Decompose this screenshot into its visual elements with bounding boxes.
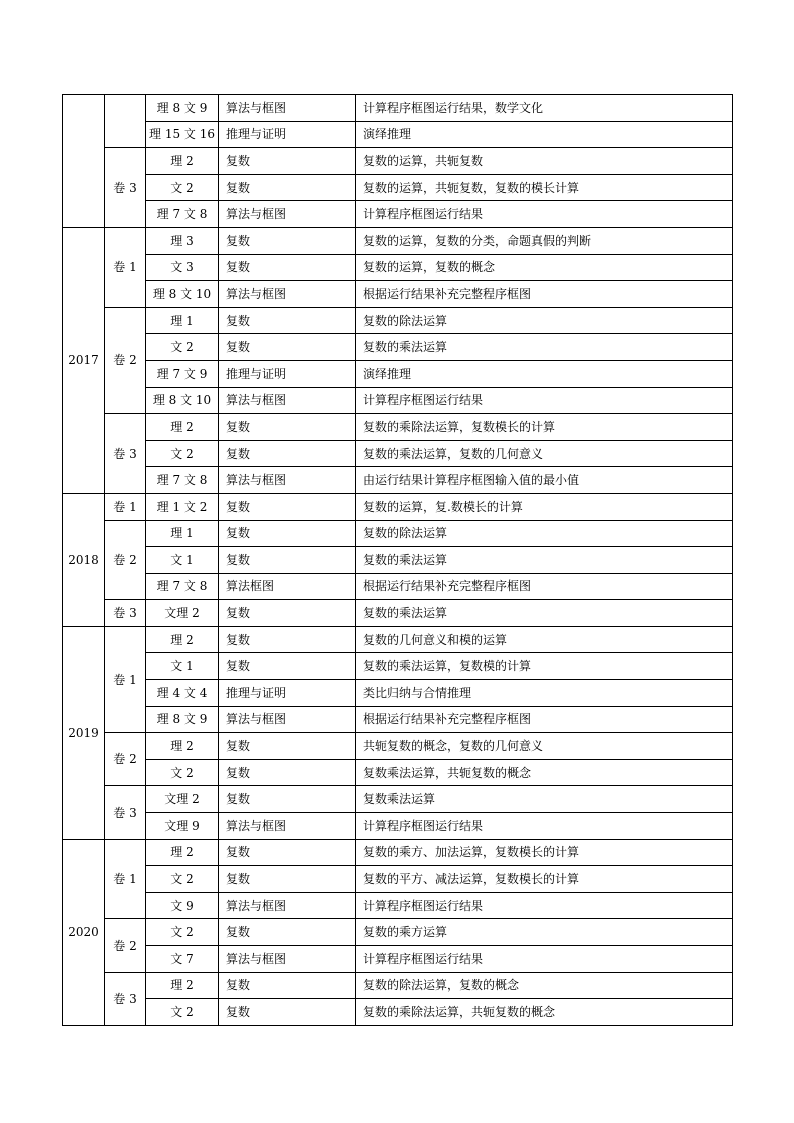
topic-cell: 推理与证明 [219, 680, 356, 707]
table-row [63, 626, 733, 653]
content-cell: 根据运行结果补充完整程序框图 [356, 281, 733, 308]
question-number-cell: 理 8 文 10 [146, 281, 219, 308]
volume-cell: 卷 2 [105, 520, 146, 600]
topic-cell: 复数 [219, 334, 356, 361]
topic-cell: 复数 [219, 493, 356, 520]
topic-cell: 算法与框图 [219, 706, 356, 733]
question-number-cell: 文 2 [146, 174, 219, 201]
content-cell: 演绎推理 [356, 360, 733, 387]
question-number-cell: 文理 2 [146, 786, 219, 813]
content-cell: 复数的乘方运算 [356, 919, 733, 946]
content-cell: 计算程序框图运行结果 [356, 946, 733, 973]
topic-cell: 复数 [219, 839, 356, 866]
topic-cell: 复数 [219, 174, 356, 201]
question-number-cell: 理 1 [146, 520, 219, 547]
topic-cell: 推理与证明 [219, 121, 356, 148]
content-cell: 复数的乘法运算，复数模的计算 [356, 653, 733, 680]
content-cell: 复数的乘法运算 [356, 600, 733, 627]
volume-cell [105, 95, 146, 148]
table-row [63, 148, 733, 175]
year-cell [63, 95, 105, 228]
topic-cell: 推理与证明 [219, 360, 356, 387]
question-number-cell: 文 2 [146, 919, 219, 946]
content-cell: 计算程序框图运行结果 [356, 201, 733, 228]
volume-cell: 卷 2 [105, 919, 146, 972]
content-cell: 复数的除法运算 [356, 307, 733, 334]
table-row [63, 201, 733, 228]
content-cell: 复数乘法运算 [356, 786, 733, 813]
content-cell: 复数的乘方、加法运算，复数模长的计算 [356, 839, 733, 866]
table-row [63, 706, 733, 733]
question-number-cell: 文 2 [146, 866, 219, 893]
content-cell: 由运行结果计算程序框图输入值的最小值 [356, 467, 733, 494]
table-row [63, 733, 733, 760]
content-cell: 复数的运算，共轭复数，复数的模长计算 [356, 174, 733, 201]
volume-cell: 卷 1 [105, 227, 146, 307]
topic-cell: 复数 [219, 972, 356, 999]
question-number-cell: 文 2 [146, 999, 219, 1026]
question-number-cell: 理 3 [146, 227, 219, 254]
topic-cell: 复数 [219, 148, 356, 175]
content-cell: 计算程序框图运行结果，数学文化 [356, 95, 733, 122]
question-number-cell: 理 2 [146, 972, 219, 999]
content-cell: 根据运行结果补充完整程序框图 [356, 573, 733, 600]
topic-cell: 算法框图 [219, 573, 356, 600]
topic-cell: 复数 [219, 866, 356, 893]
topic-cell: 复数 [219, 919, 356, 946]
table-row [63, 839, 733, 866]
table-row [63, 414, 733, 441]
content-cell: 根据运行结果补充完整程序框图 [356, 706, 733, 733]
topic-cell: 算法与框图 [219, 467, 356, 494]
question-number-cell: 文 1 [146, 547, 219, 574]
topic-cell: 复数 [219, 520, 356, 547]
topic-cell: 复数 [219, 227, 356, 254]
content-cell: 复数的运算，共轭复数 [356, 148, 733, 175]
table-row [63, 972, 733, 999]
table-row [63, 254, 733, 281]
volume-cell: 卷 1 [105, 626, 146, 732]
topic-cell: 复数 [219, 999, 356, 1026]
question-number-cell: 理 7 文 8 [146, 201, 219, 228]
question-number-cell: 理 7 文 8 [146, 573, 219, 600]
question-number-cell: 理 15 文 16 [146, 121, 219, 148]
volume-cell: 卷 3 [105, 414, 146, 494]
volume-cell: 卷 2 [105, 307, 146, 413]
question-number-cell: 文 2 [146, 440, 219, 467]
question-number-cell: 理 2 [146, 148, 219, 175]
content-cell: 计算程序框图运行结果 [356, 892, 733, 919]
question-number-cell: 文 2 [146, 334, 219, 361]
volume-cell: 卷 3 [105, 786, 146, 839]
content-cell: 复数的平方、减法运算，复数模长的计算 [356, 866, 733, 893]
question-number-cell: 理 2 [146, 733, 219, 760]
table-row [63, 360, 733, 387]
content-cell: 复数的乘除法运算，共轭复数的概念 [356, 999, 733, 1026]
table-row [63, 892, 733, 919]
table-row [63, 680, 733, 707]
question-number-cell: 文 9 [146, 892, 219, 919]
content-cell: 复数的乘法运算 [356, 547, 733, 574]
volume-cell: 卷 3 [105, 600, 146, 627]
year-cell: 2017 [63, 227, 105, 493]
table-row [63, 387, 733, 414]
topic-cell: 复数 [219, 626, 356, 653]
year-cell: 2018 [63, 493, 105, 626]
topic-cell: 算法与框图 [219, 201, 356, 228]
content-cell: 复数的运算，复数的分类，命题真假的判断 [356, 227, 733, 254]
year-cell: 2020 [63, 839, 105, 1025]
content-cell: 计算程序框图运行结果 [356, 387, 733, 414]
table-row [63, 759, 733, 786]
exam-topic-table [62, 94, 733, 1026]
content-cell: 演绎推理 [356, 121, 733, 148]
content-cell: 复数的乘法运算 [356, 334, 733, 361]
table-row [63, 227, 733, 254]
content-cell: 类比归纳与合情推理 [356, 680, 733, 707]
content-cell: 复数的运算，复数的概念 [356, 254, 733, 281]
table-row [63, 573, 733, 600]
table-body [63, 95, 733, 1026]
year-cell: 2019 [63, 626, 105, 839]
topic-cell: 算法与框图 [219, 892, 356, 919]
question-number-cell: 理 7 文 8 [146, 467, 219, 494]
volume-cell: 卷 3 [105, 972, 146, 1025]
table-row [63, 334, 733, 361]
content-cell: 复数的运算，复.数模长的计算 [356, 493, 733, 520]
topic-cell: 算法与框图 [219, 95, 356, 122]
table-row [63, 520, 733, 547]
question-number-cell: 理 2 [146, 839, 219, 866]
question-number-cell: 理 8 文 9 [146, 95, 219, 122]
question-number-cell: 文 7 [146, 946, 219, 973]
question-number-cell: 理 7 文 9 [146, 360, 219, 387]
question-number-cell: 文 2 [146, 759, 219, 786]
question-number-cell: 理 4 文 4 [146, 680, 219, 707]
table-row [63, 95, 733, 122]
content-cell: 复数的除法运算 [356, 520, 733, 547]
topic-cell: 复数 [219, 547, 356, 574]
topic-cell: 复数 [219, 440, 356, 467]
table-row [63, 440, 733, 467]
question-number-cell: 理 1 文 2 [146, 493, 219, 520]
volume-cell: 卷 3 [105, 148, 146, 228]
question-number-cell: 文 3 [146, 254, 219, 281]
volume-cell: 卷 1 [105, 493, 146, 520]
question-number-cell: 文理 9 [146, 813, 219, 840]
volume-cell: 卷 2 [105, 733, 146, 786]
table-row [63, 600, 733, 627]
volume-cell: 卷 1 [105, 839, 146, 919]
table-row [63, 786, 733, 813]
question-number-cell: 文理 2 [146, 600, 219, 627]
topic-cell: 复数 [219, 307, 356, 334]
content-cell: 复数乘法运算，共轭复数的概念 [356, 759, 733, 786]
topic-cell: 复数 [219, 786, 356, 813]
table-row [63, 174, 733, 201]
table-row [63, 653, 733, 680]
topic-cell: 算法与框图 [219, 946, 356, 973]
table-row [63, 999, 733, 1026]
content-cell: 复数的几何意义和模的运算 [356, 626, 733, 653]
content-cell: 计算程序框图运行结果 [356, 813, 733, 840]
question-number-cell: 理 1 [146, 307, 219, 334]
content-cell: 共轭复数的概念，复数的几何意义 [356, 733, 733, 760]
table-row [63, 307, 733, 334]
table-row [63, 121, 733, 148]
table-row [63, 946, 733, 973]
topic-cell: 复数 [219, 254, 356, 281]
table-row [63, 547, 733, 574]
topic-cell: 复数 [219, 653, 356, 680]
topic-cell: 算法与框图 [219, 281, 356, 308]
table-row [63, 493, 733, 520]
content-cell: 复数的乘除法运算，复数模长的计算 [356, 414, 733, 441]
topic-cell: 复数 [219, 733, 356, 760]
question-number-cell: 理 2 [146, 414, 219, 441]
table-row [63, 467, 733, 494]
topic-cell: 复数 [219, 759, 356, 786]
table-row [63, 866, 733, 893]
content-cell: 复数的乘法运算，复数的几何意义 [356, 440, 733, 467]
table-row [63, 919, 733, 946]
content-cell: 复数的除法运算，复数的概念 [356, 972, 733, 999]
topic-cell: 算法与框图 [219, 387, 356, 414]
question-number-cell: 理 2 [146, 626, 219, 653]
topic-cell: 复数 [219, 414, 356, 441]
question-number-cell: 理 8 文 9 [146, 706, 219, 733]
table-row [63, 813, 733, 840]
topic-cell: 复数 [219, 600, 356, 627]
table-row [63, 281, 733, 308]
question-number-cell: 文 1 [146, 653, 219, 680]
question-number-cell: 理 8 文 10 [146, 387, 219, 414]
topic-cell: 算法与框图 [219, 813, 356, 840]
